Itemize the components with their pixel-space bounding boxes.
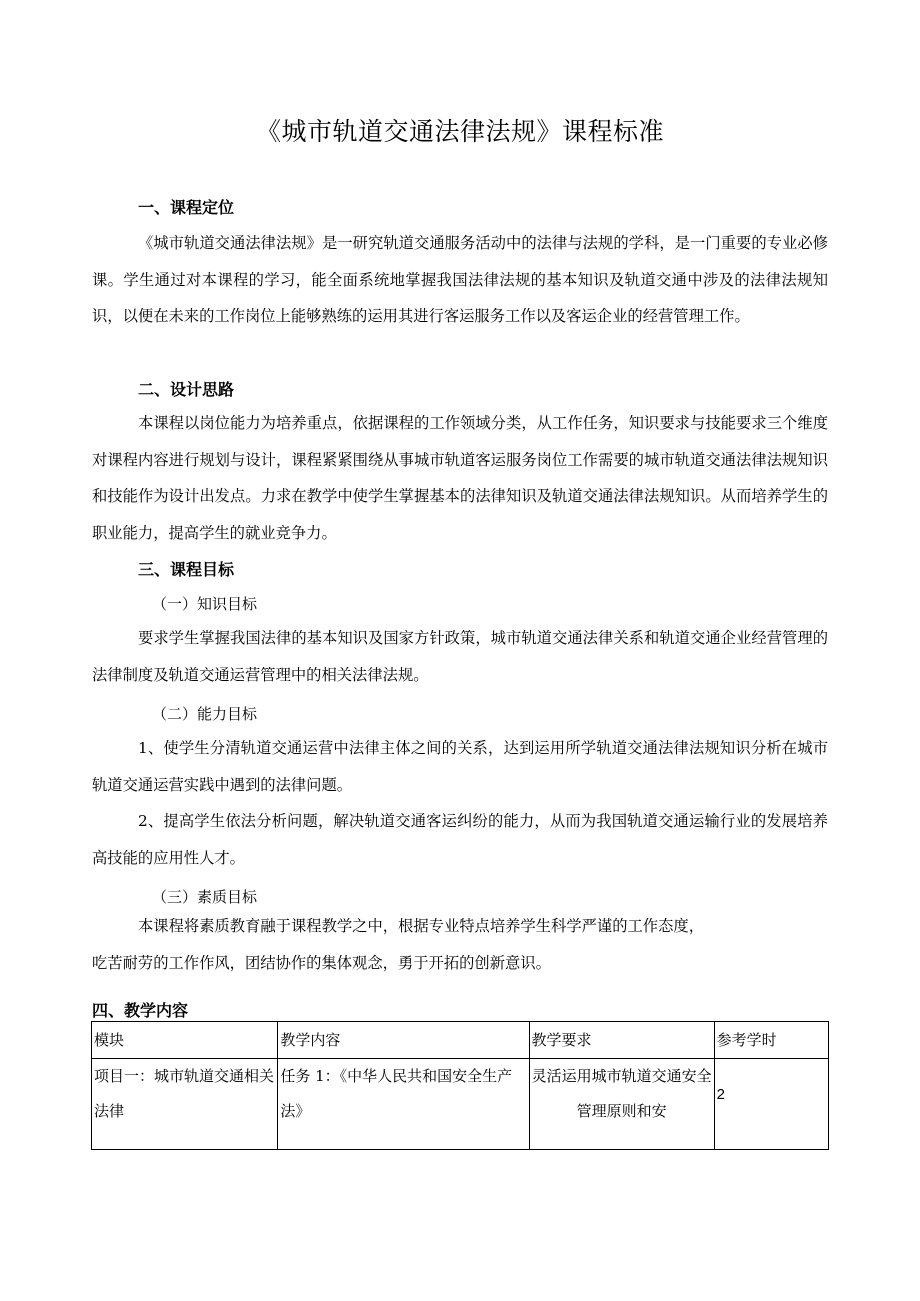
teaching-content-table (91, 1021, 829, 1150)
ability-goal-item-1: 1、使学生分清轨道交通运营中法律主体之间的关系，达到运用所学轨道交通法律法规知识分析在城市轨道交通运营实践中遇到的法律问题。 (92, 739, 828, 794)
header-requirement: 教学要求 (529, 1022, 714, 1059)
cell-hours: 2 (714, 1059, 828, 1150)
page-title: 《城市轨道交通法律法规》课程标准 (255, 117, 664, 146)
section-1-paragraph: 《城市轨道交通法律法规》是一研究轨道交通服务活动中的法律与法规的学科，是一门重要的专业必修课。学生通过对本课程的学习，能全面系统地掌握我国法律法规的基本知识及轨道交通中涉及的法律法规知识，以便在未来的工作岗位上能够熟练的运用其进行客运服务工作以及客运企业的经营管理工作。 (92, 234, 828, 326)
section-2-heading: 二、设计思路 (138, 380, 235, 399)
section-3-heading: 三、课程目标 (138, 560, 235, 579)
quality-goal-heading: （三）素质目标 (152, 888, 258, 906)
section-1-heading: 一、课程定位 (138, 198, 235, 217)
section-2-paragraph: 本课程以岗位能力为培养重点，依据课程的工作领域分类，从工作任务，知识要求与技能要求三个维度对课程内容进行规划与设计，课程紧紧围绕从事城市轨道客运服务岗位工作需要的城市轨道交通法律法规知识和技能作为设计出发点。力求在教学中使学生掌握基本的法律知识及轨道交通法律法规知识。从而培养学生的职业能力，提高学生的就业竞争力。 (92, 414, 828, 542)
cell-module: 项目一：城市轨道交通相关法律 (92, 1059, 278, 1150)
ability-goal-heading: （二）能力目标 (152, 705, 258, 723)
cell-content: 任务 1：《中华人民共和国安全生产法》 (278, 1059, 529, 1150)
knowledge-goal-heading: （一）知识目标 (152, 595, 258, 613)
header-content: 教学内容 (278, 1022, 529, 1059)
section-4-heading: 四、教学内容 (92, 1001, 189, 1020)
table-row (92, 1059, 829, 1150)
quality-goal-line-1: 本课程将素质教育融于课程教学之中，根据专业特点培养学生科学严谨的工作态度， (138, 917, 704, 935)
knowledge-goal-paragraph: 要求学生掌握我国法律的基本知识及国家方针政策，城市轨道交通法律关系和轨道交通企业经营管理的法律制度及轨道交通运营管理中的相关法律法规。 (92, 629, 828, 684)
header-module: 模块 (92, 1022, 278, 1059)
ability-goal-item-2: 2、提高学生依法分析问题，解决轨道交通客运纠纷的能力，从而为我国轨道交通运输行业的发展培养高技能的应用性人才。 (92, 812, 828, 867)
table-header-row (92, 1022, 829, 1059)
cell-requirement: 灵活运用城市轨道交通安全管理原则和安 (529, 1059, 714, 1150)
header-hours: 参考学时 (714, 1022, 828, 1059)
quality-goal-line-2: 吃苦耐劳的工作作风，团结协作的集体观念，勇于开拓的创新意识。 (92, 954, 551, 972)
